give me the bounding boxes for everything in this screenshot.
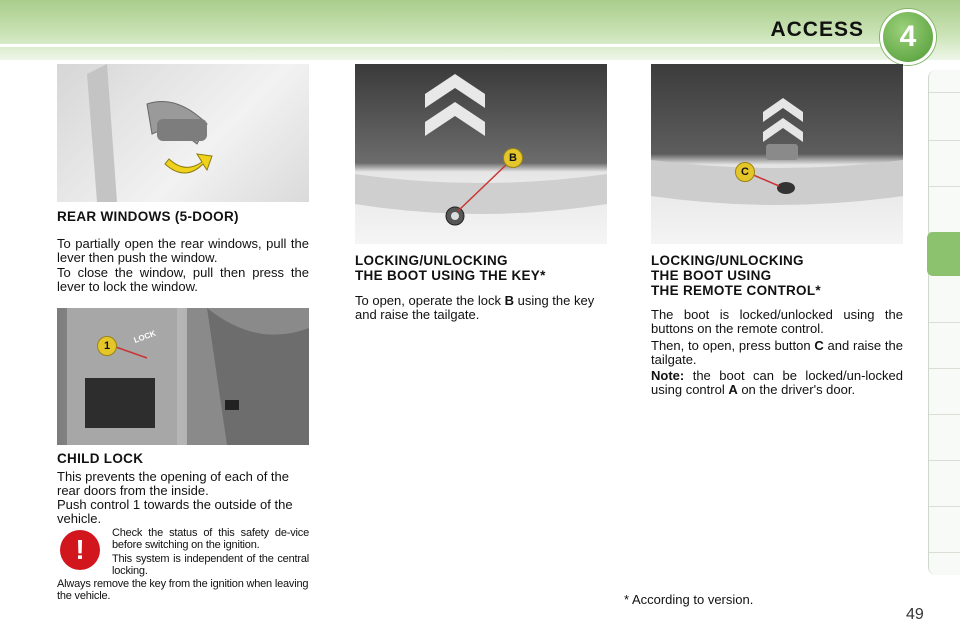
boot-remote-text-1: The boot is locked/unlocked using the buttons on the remote control. [651,307,903,336]
chapter-badge [880,9,936,65]
child-lock-photo [57,308,309,445]
chapter-number: 4 [899,20,917,53]
warning-icon: ! [60,530,100,570]
boot-key-heading-line-1: LOCKING/UNLOCKING [355,253,508,268]
label-1: 1 [97,336,117,356]
page-header [0,0,960,60]
side-tab [929,368,960,415]
side-tab [929,276,960,323]
boot-key-heading [355,253,546,283]
boot-remote-text-2 [651,339,903,367]
boot-key-lock-photo [355,64,607,244]
page-number: 49 [906,606,924,623]
boot-remote-note [651,369,903,397]
side-tab [929,140,960,187]
chapter-title: ACCESS [770,18,864,41]
boot-remote-button-photo [651,64,903,244]
child-lock-text-2: Push control 1 towards the outside of the vehicle. [57,497,293,526]
boot-remote-heading-line-2: THE BOOT USING [651,268,772,283]
child-lock-heading: CHILD LOCK [57,451,144,466]
note-text-post: on the driver's door. [737,382,856,397]
side-tab [929,460,960,507]
warning-text-1: Check the status of this safety de-vice before switching on the ignition. [112,527,309,551]
side-tab-active [927,232,960,276]
boot-remote-heading-line-3: THE REMOTE CONTROL* [651,283,821,298]
side-tab [929,70,960,93]
boot-key-text-bold: B [504,293,514,308]
rear-windows-heading: REAR WINDOWS (5-DOOR) [57,209,239,224]
boot-remote-text-2-post: and raise the tailgate. [651,338,903,367]
chapter-side-tabs [928,70,960,575]
version-footnote: * According to version. [624,592,754,607]
side-tab [929,506,960,553]
boot-remote-text-2-bold: C [814,338,824,353]
header-rule [0,44,880,47]
boot-remote-heading-line-1: LOCKING/UNLOCKING [651,253,804,268]
note-label: Note: [651,368,685,383]
warning-text-3: Always remove the key from the ignition when leaving the vehicle. [57,578,309,602]
label-b: B [503,148,523,168]
side-tab [929,414,960,461]
note-text-bold: A [728,382,738,397]
boot-key-text [355,294,607,322]
boot-key-heading-line-2: THE BOOT USING THE KEY* [355,268,546,283]
child-lock-text-1: This prevents the opening of each of the rear doors from the inside. [57,469,289,498]
lock-marking: LOCK [132,328,157,345]
rear-windows-text-1: To partially open the rear windows, pull the lever then push the window. [57,236,309,265]
warning-text-2: This system is independent of the central locking. [112,553,309,577]
note-text-pre: the boot can be locked/un-locked using control [651,368,903,397]
rear-window-lever-photo [57,64,309,202]
boot-key-text-pre: To open, operate the lock [355,293,505,308]
boot-key-text-post: using the key and raise the tailgate. [355,293,595,322]
side-tab [929,322,960,369]
label-c: C [735,162,755,182]
side-tab [929,92,960,141]
boot-remote-heading [651,253,821,298]
boot-remote-text-2-pre: Then, to open, press button [651,338,815,353]
side-tab [929,186,960,233]
rear-windows-text-2: To close the window, pull then press the lever to lock the window. [57,265,309,294]
